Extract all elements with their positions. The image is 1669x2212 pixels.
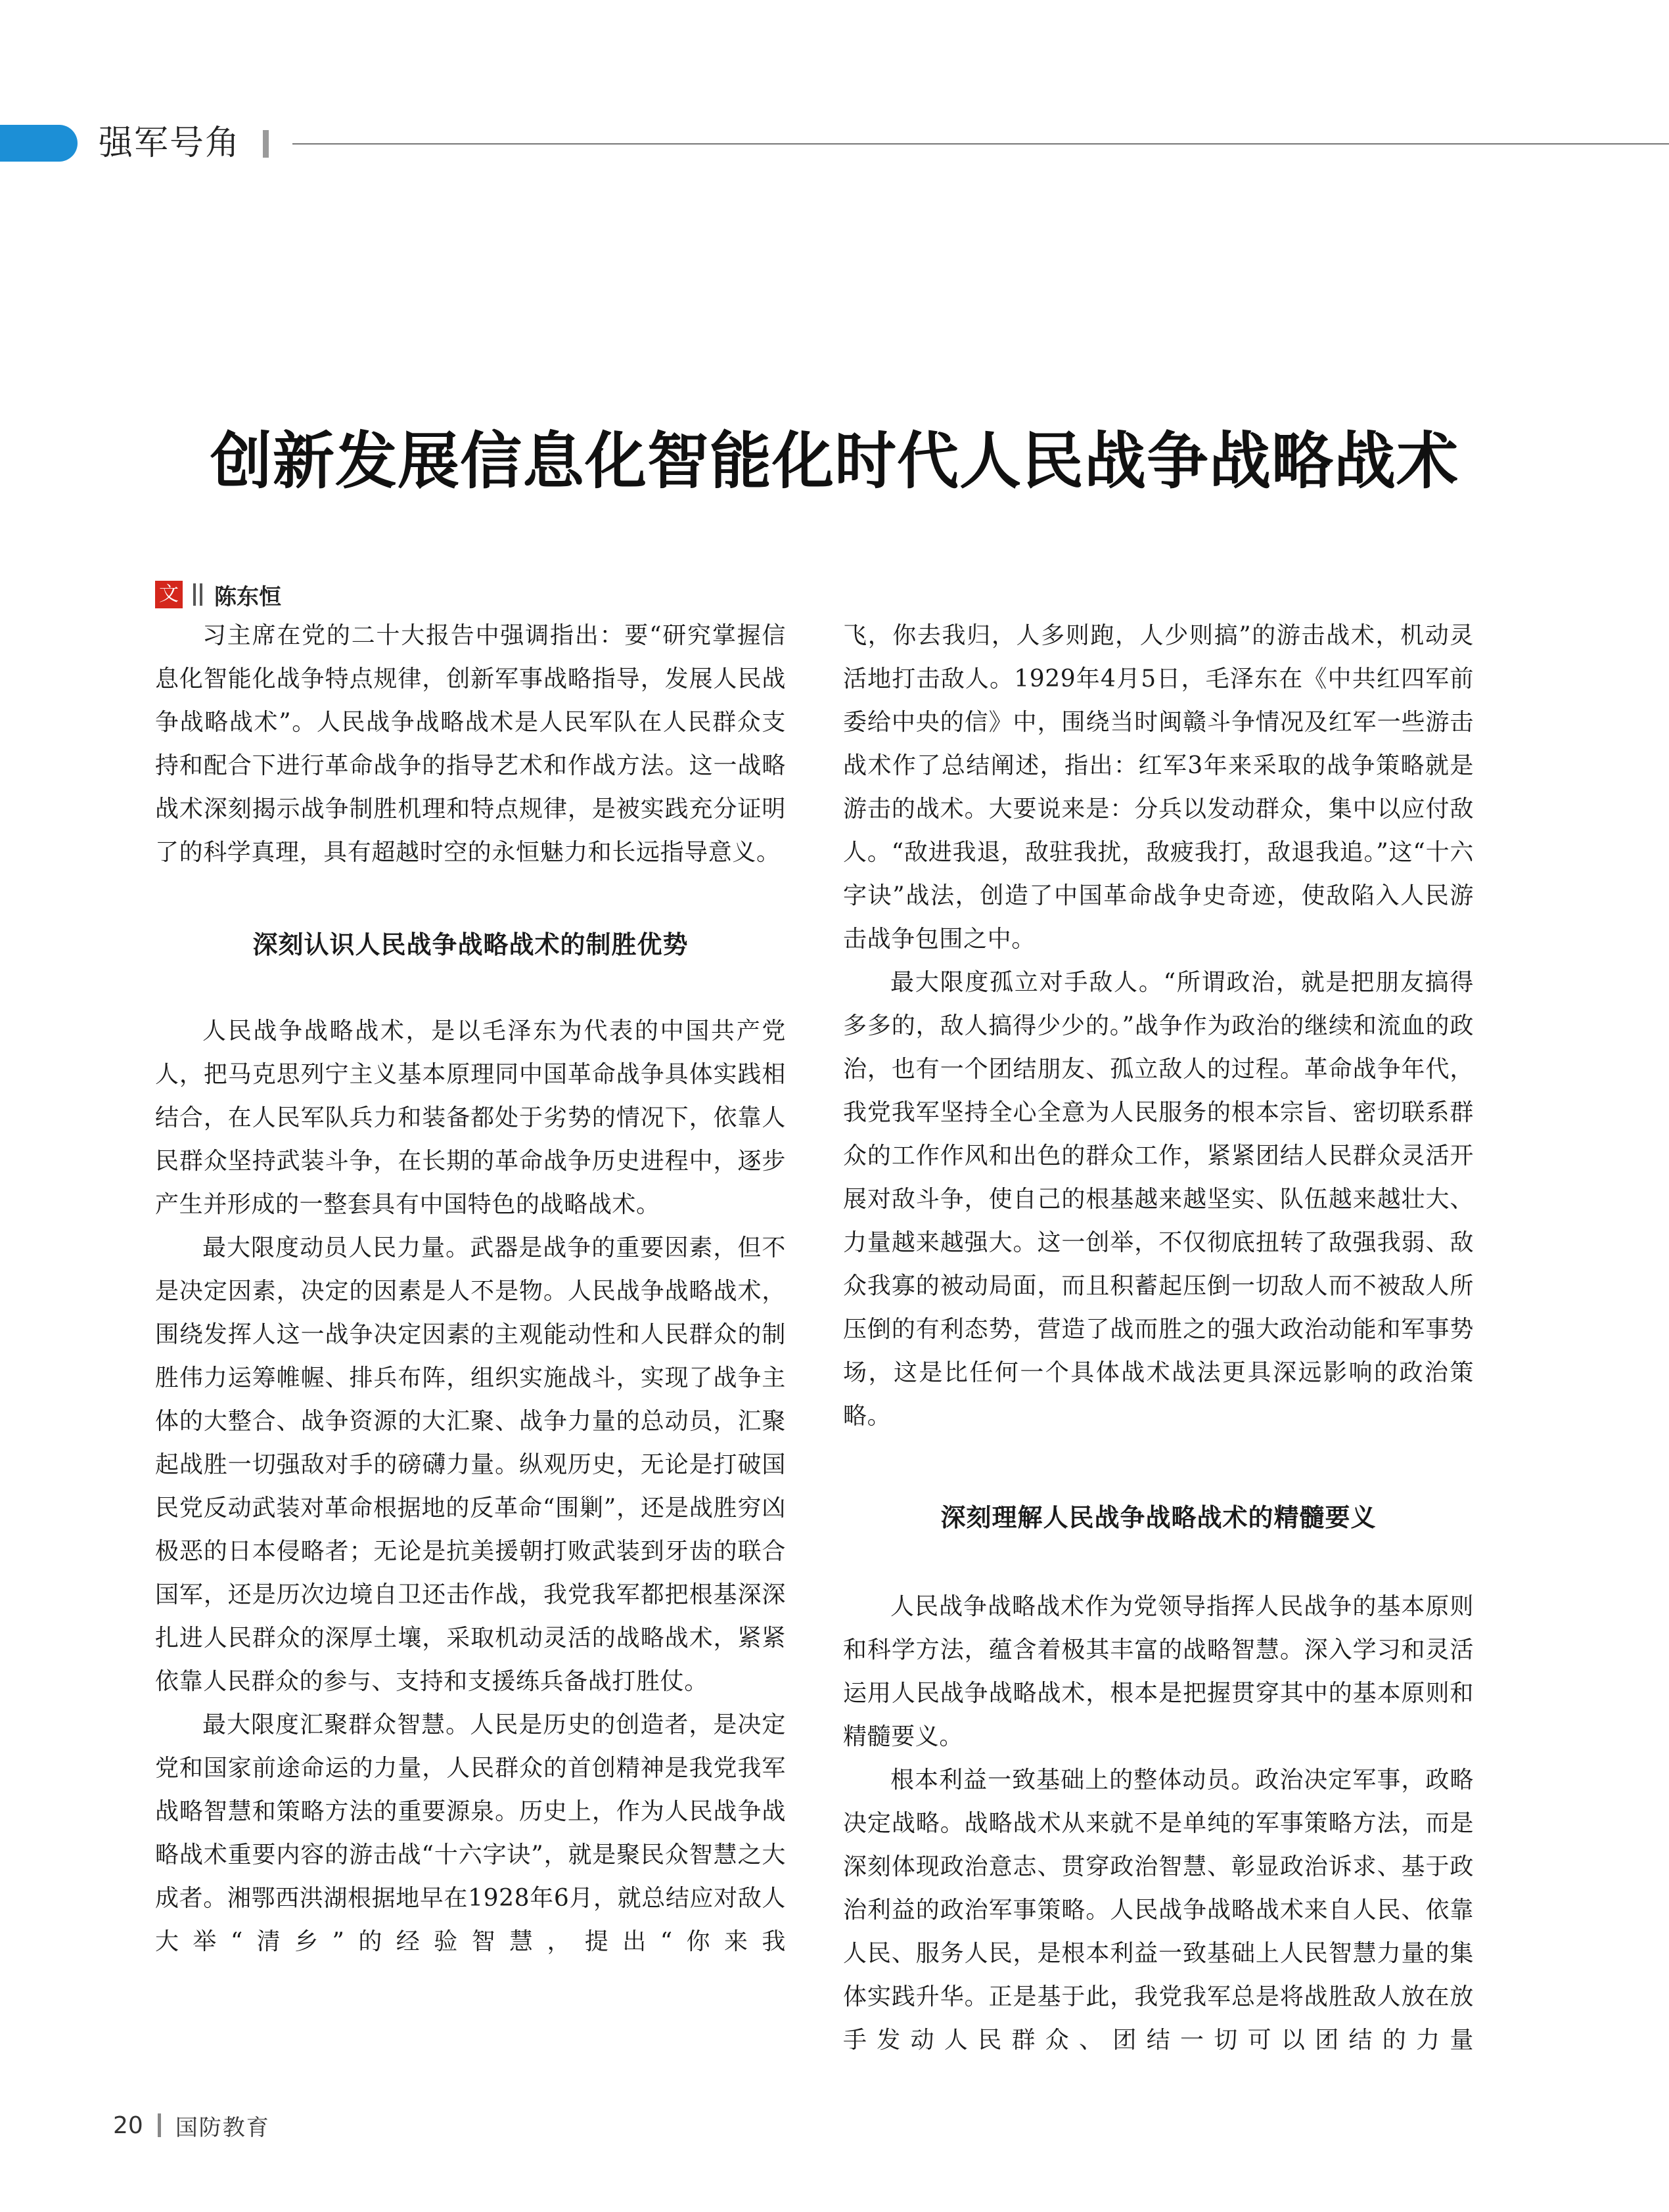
paragraph: 人民战争战略战术作为党领导指挥人民战争的基本原则和科学方法，蕴含着极其丰富的战略智慧。深入学习和灵活运用人民战争战略战术，根本是把握贯穿其中的基本原则和精髓要义。 [843, 1593, 1474, 1750]
paragraph: 最大限度汇聚群众智慧。人民是历史的创造者，是决定党和国家前途命运的力量，人民群众的首创精神是我党我军战略智慧和策略方法的重要源泉。历史上，作为人民战争战略战术重要内容的游击战“十六字诀”，就是聚民众智慧之大成者。湘鄂西洪湖根据地早在1928年6月，就总结应对敌人大举“清乡”的经验智慧，提出“你来我 [155, 1711, 786, 1955]
page-number: 20 [113, 2111, 143, 2139]
author-name: 陈东恒 [214, 583, 281, 610]
header-divider-bar [263, 130, 269, 158]
section-tab-marker [0, 125, 78, 162]
header-rule [292, 143, 1669, 145]
byline-divider [193, 583, 196, 606]
section-title: 强军号角 [99, 124, 241, 163]
article-title: 创新发展信息化智能化时代人民战争战略战术 [210, 425, 1459, 497]
footer-divider [158, 2113, 161, 2137]
byline-divider [200, 583, 202, 606]
right-column [843, 614, 1474, 2062]
byline [155, 579, 281, 610]
paragraph: 最大限度动员人民力量。武器是战争的重要因素，但不是决定因素，决定的因素是人不是物。人民战争战略战术，围绕发挥人这一战争决定因素的主观能动性和人民群众的制胜伟力运筹帷幄、排兵布阵，组织实施战斗，实现了战争主体的大整合、战争资源的大汇聚、战争力量的总动员，汇聚起战胜一切强敌对手的磅礴力量。纵观历史，无论是打破国民党反动武装对革命根据地的反革命“围剿”，还是战胜穷凶极恶的日本侵略者；无论是抗美援朝打败武装到牙齿的联合国军，还是历次边境自卫还击作战，我党我军都把根基深深扎进人民群众的深厚土壤，采取机动灵活的战略战术，紧紧依靠人民群众的参与、支持和支援练兵备战打胜仗。 [155, 1234, 786, 1695]
paragraph: 飞，你去我归，人多则跑，人少则搞”的游击战术，机动灵活地打击敌人。1929年4月5日，毛泽东在《中共红四军前委给中央的信》中，围绕当时闽赣斗争情况及红军一些游击战术作了总结阐述，指出：红军3年来采取的战争策略就是游击的战术。大要说来是：分兵以发动群众，集中以应付敌人。“敌进我退，敌驻我扰，敌疲我打，敌退我追。”这“十六字诀”战法，创造了中国革命战争史奇迹，使敌陷入人民游击战争包围之中。 [843, 622, 1474, 953]
section-heading: 深刻认识人民战争战略战术的制胜优势 [252, 930, 689, 959]
paragraph: 最大限度孤立对手敌人。“所谓政治，就是把朋友搞得多多的，敌人搞得少少的。”战争作为政治的继续和流血的政治，也有一个团结朋友、孤立敌人的过程。革命战争年代，我党我军坚持全心全意为人民服务的根本宗旨、密切联系群众的工作作风和出色的群众工作，紧紧团结人民群众灵活开展对敌斗争，使自己的根基越来越坚实、队伍越来越壮大、力量越来越强大。这一创举，不仅彻底扭转了敌强我弱、敌众我寡的被动局面，而且积蓄起压倒一切敌人而不被敌人所压倒的有利态势，营造了战而胜之的强大政治动能和军事势场，这是比任何一个具体战术战法更具深远影响的政治策略。 [843, 969, 1474, 1430]
magazine-name: 国防教育 [175, 2114, 270, 2141]
author-badge: 文 [155, 581, 183, 608]
section-heading: 深刻理解人民战争战略战术的精髓要义 [940, 1503, 1377, 1532]
left-column [155, 614, 786, 1964]
paragraph: 习主席在党的二十大报告中强调指出：要“研究掌握信息化智能化战争特点规律，创新军事战略指导，发展人民战争战略战术”。人民战争战略战术是人民军队在人民群众支持和配合下进行革命战争的指导艺术和作战方法。这一战略战术深刻揭示战争制胜机理和特点规律，是被实践充分证明了的科学真理，具有超越时空的永恒魅力和长远指导意义。 [155, 622, 786, 866]
paragraph: 根本利益一致基础上的整体动员。政治决定军事，政略决定战略。战略战术从来就不是单纯的军事策略方法，而是深刻体现政治意志、贯穿政治智慧、彰显政治诉求、基于政治利益的政治军事策略。人民战争战略战术来自人民、依靠人民、服务人民，是根本利益一致基础上人民智慧力量的集体实践升华。正是基于此，我党我军总是将战胜敌人放在放手发动人民群众、团结一切可以团结的力量 [843, 1767, 1474, 2054]
paragraph: 人民战争战略战术，是以毛泽东为代表的中国共产党人，把马克思列宁主义基本原理同中国革命战争具体实践相结合，在人民军队兵力和装备都处于劣势的情况下，依靠人民群众坚持武装斗争，在长期的革命战争历史进程中，逐步产生并形成的一整套具有中国特色的战略战术。 [155, 1018, 786, 1218]
page-footer [113, 2109, 270, 2142]
